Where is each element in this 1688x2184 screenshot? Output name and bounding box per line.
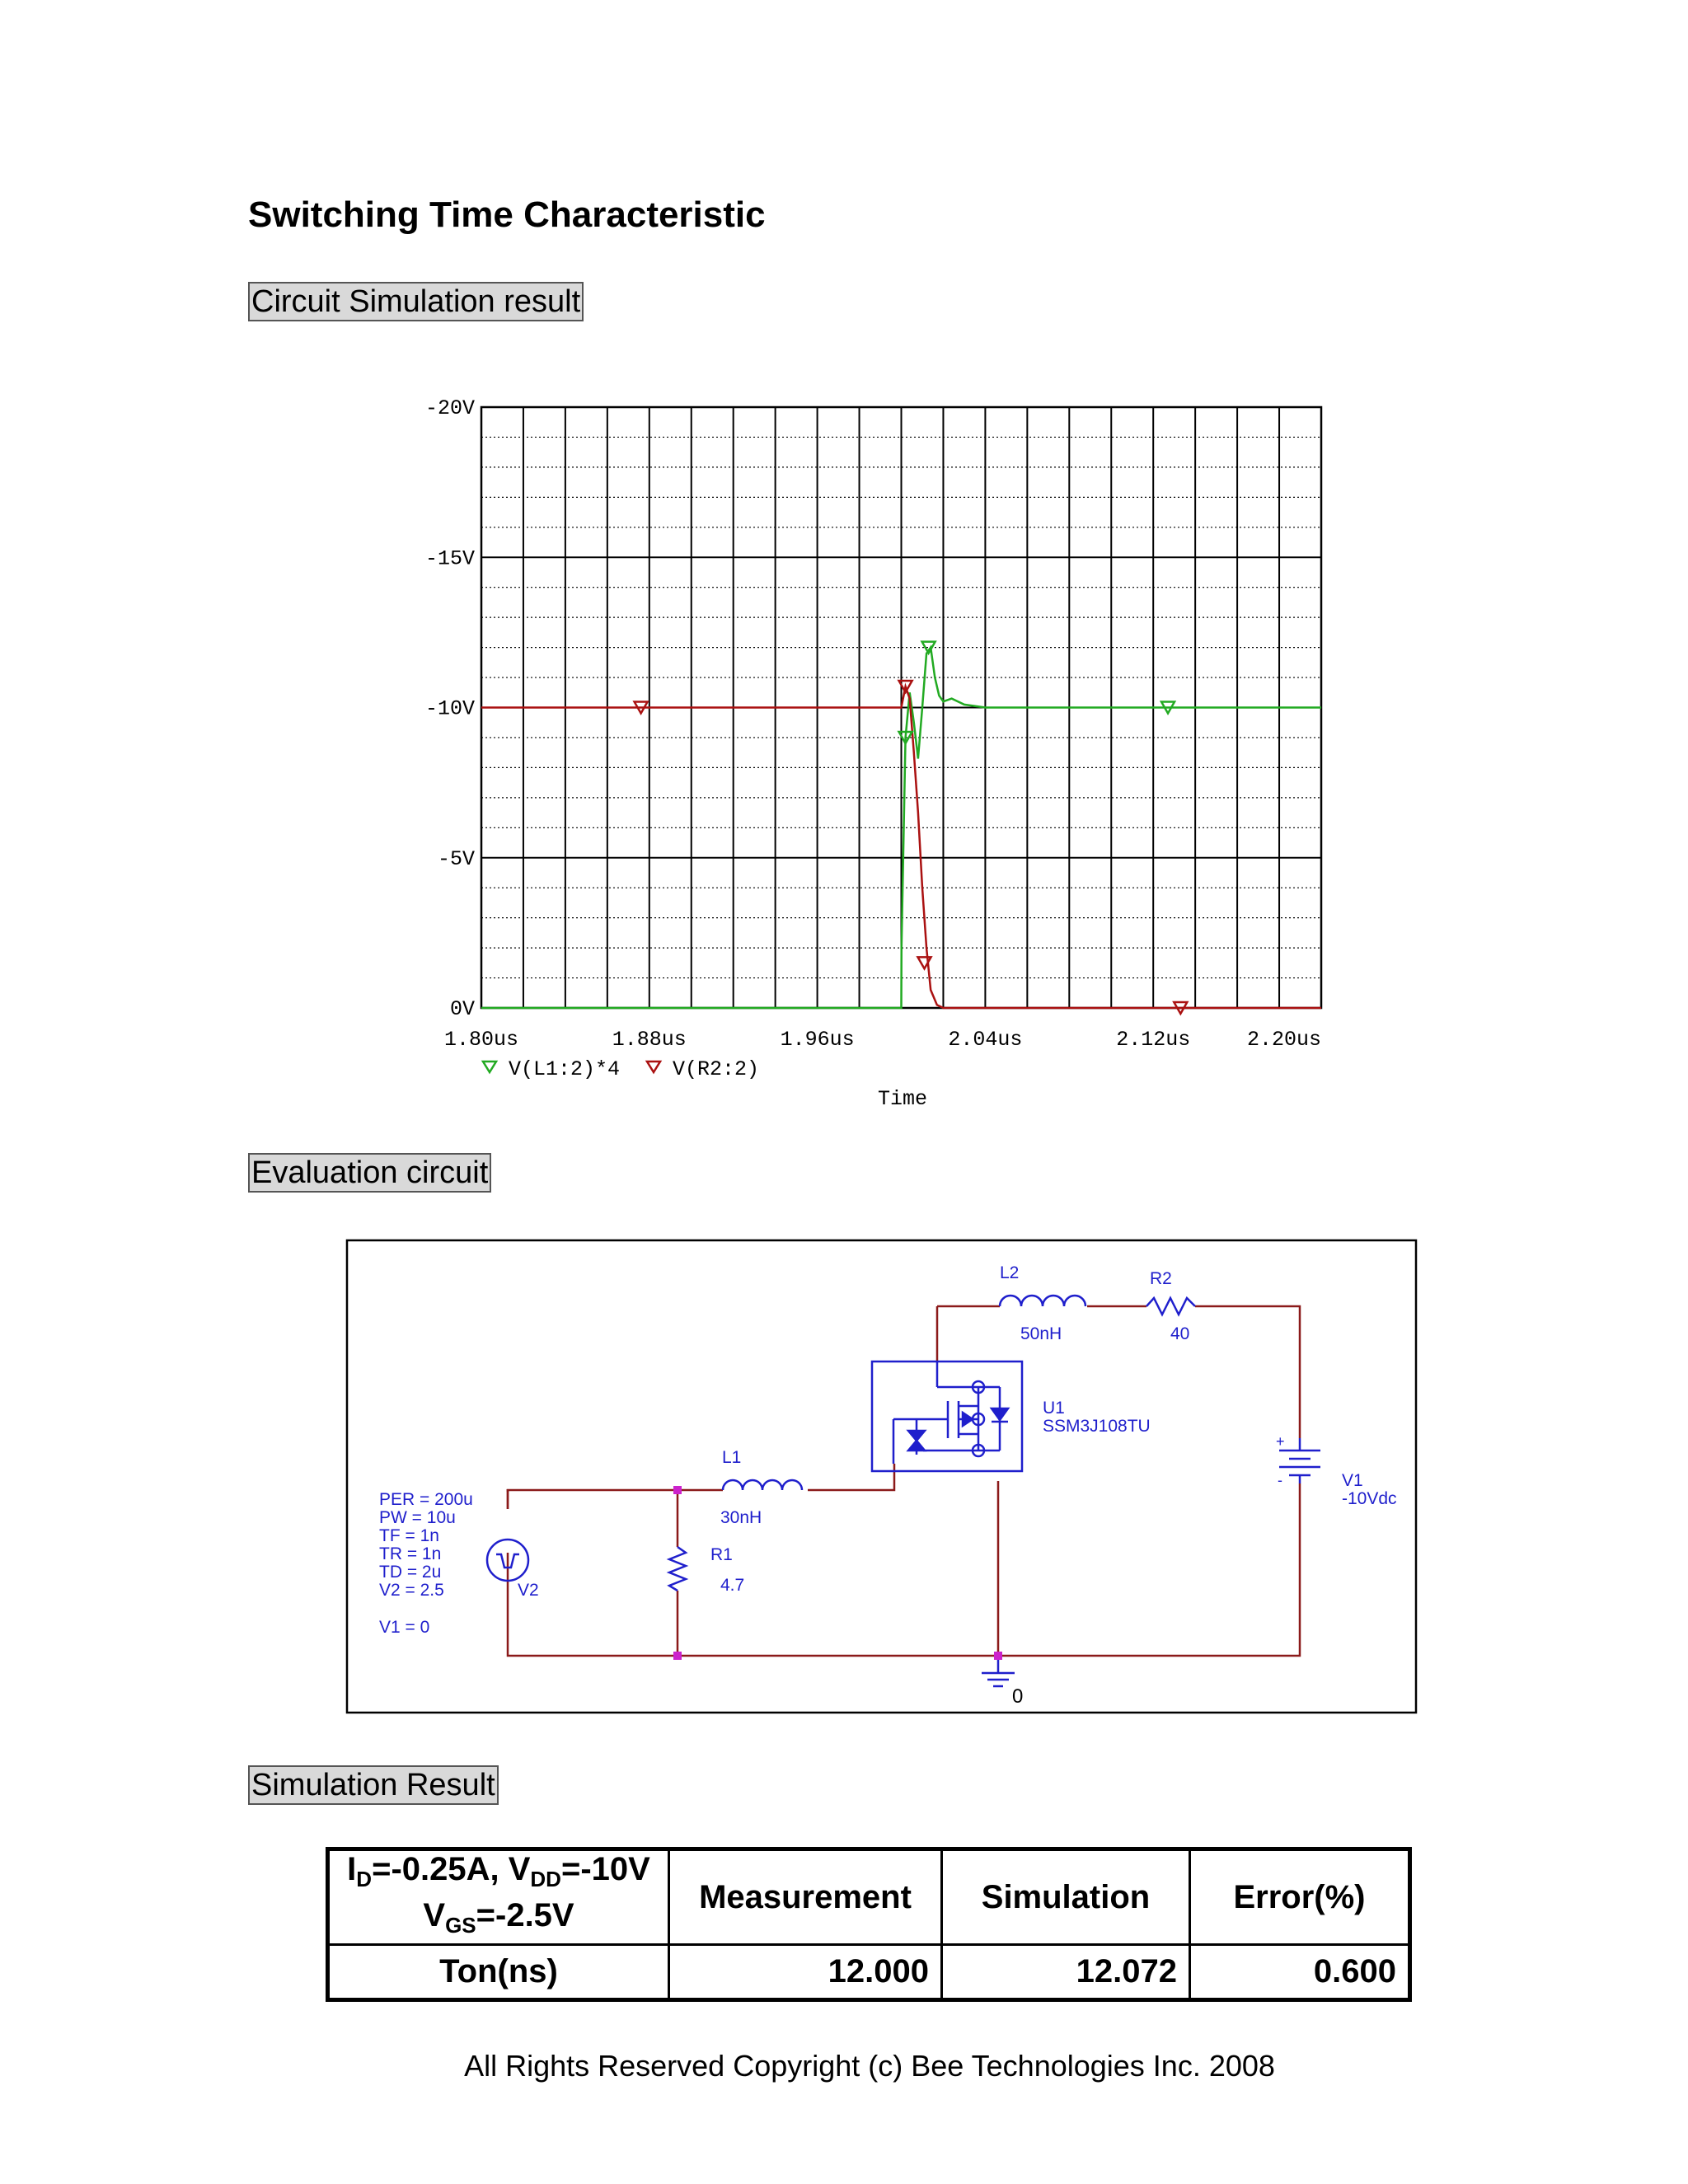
condition-line-2: [341, 1897, 656, 1943]
v1-name: V1: [1342, 1471, 1363, 1490]
value-error: 0.600: [1190, 1945, 1410, 2000]
u1-part: SSM3J108TU: [1043, 1417, 1151, 1436]
cond-id-sub: D: [356, 1867, 373, 1891]
resistor-r2: [1146, 1298, 1195, 1315]
table-header-row: [328, 1849, 1410, 1945]
source-name: V2: [518, 1581, 539, 1600]
x-tick-label: 2.04us: [948, 1028, 1023, 1052]
param-tf: TF = 1n: [379, 1526, 439, 1545]
param-v1: V1 = 0: [379, 1618, 430, 1637]
y-tick-label: 0V: [449, 997, 475, 1021]
page-title: Switching Time Characteristic: [248, 194, 766, 235]
x-tick-label: 1.88us: [612, 1028, 687, 1052]
value-simulation: 12.072: [942, 1945, 1190, 2000]
resistor-r1: [669, 1547, 686, 1591]
inductor-l1: [723, 1480, 802, 1490]
inductor-l2: [1000, 1296, 1085, 1306]
x-tick-label: 2.12us: [1116, 1028, 1191, 1052]
param-tr: TR = 1n: [379, 1544, 442, 1563]
condition-cell: [328, 1849, 669, 1945]
section-label-circuit: Evaluation circuit: [248, 1153, 491, 1193]
param-pw: PW = 10u: [379, 1508, 456, 1527]
header-measurement: Measurement: [669, 1849, 942, 1945]
result-table: [326, 1847, 1412, 2002]
mosfet-u1-icon: [872, 1361, 1022, 1471]
l2-name: L2: [1000, 1263, 1020, 1282]
cond-vdd-sub: DD: [530, 1867, 561, 1891]
l2-value: 50nH: [1020, 1324, 1062, 1343]
x-tick-label: 1.80us: [443, 1028, 519, 1052]
param-td: TD = 2u: [379, 1563, 442, 1582]
param-v2: V2 = 2.5: [379, 1581, 444, 1600]
row-label: Ton(ns): [328, 1945, 669, 2000]
table-row: [328, 1945, 1410, 2000]
x-tick-label: 2.20us: [1246, 1028, 1322, 1052]
ground-label: 0: [1012, 1685, 1024, 1708]
l1-name: L1: [722, 1448, 742, 1467]
r1-value: 4.7: [720, 1576, 745, 1595]
r1-name: R1: [710, 1545, 733, 1564]
cond-vdd-value: =-10V: [560, 1851, 650, 1887]
cond-vgs-value: =-2.5V: [476, 1897, 574, 1933]
footer-copyright: All Rights Reserved Copyright (c) Bee Technologies Inc. 2008: [464, 2049, 1275, 2083]
param-per: PER = 200u: [379, 1490, 473, 1509]
cond-vgs-symbol: V: [423, 1897, 446, 1933]
y-tick-label: -20V: [424, 396, 475, 420]
ground-icon: [982, 1656, 1015, 1686]
battery-v1-icon: [1279, 1438, 1320, 1483]
header-error: Error(%): [1190, 1849, 1410, 1945]
section-label-result: Simulation Result: [248, 1765, 499, 1805]
cond-id-symbol: I: [347, 1851, 357, 1887]
cond-vdd-symbol: =-0.25A, V: [372, 1851, 531, 1887]
circuit-wires: [508, 1306, 1300, 1656]
l1-value: 30nH: [720, 1508, 762, 1527]
r2-value: 40: [1170, 1324, 1190, 1343]
v1-value: -10Vdc: [1342, 1489, 1397, 1508]
battery-minus-icon: -: [1278, 1472, 1282, 1488]
r2-name: R2: [1150, 1269, 1172, 1288]
value-measurement: 12.000: [669, 1945, 942, 2000]
y-tick-label: -15V: [424, 546, 475, 571]
legend-label-l1: V(L1:2)*4: [509, 1057, 621, 1081]
cond-vgs-sub: GS: [445, 1913, 476, 1938]
header-simulation: Simulation: [942, 1849, 1190, 1945]
condition-line-1: [341, 1851, 656, 1897]
section-label-simulation: Circuit Simulation result: [248, 282, 584, 321]
battery-plus-icon: +: [1276, 1433, 1285, 1450]
y-tick-label: -5V: [437, 846, 475, 871]
x-tick-label: 1.96us: [780, 1028, 855, 1052]
u1-name: U1: [1043, 1399, 1065, 1418]
x-axis-label: Time: [877, 1087, 928, 1111]
y-tick-label: -10V: [424, 696, 475, 721]
legend-label-r2: V(R2:2): [673, 1057, 760, 1081]
